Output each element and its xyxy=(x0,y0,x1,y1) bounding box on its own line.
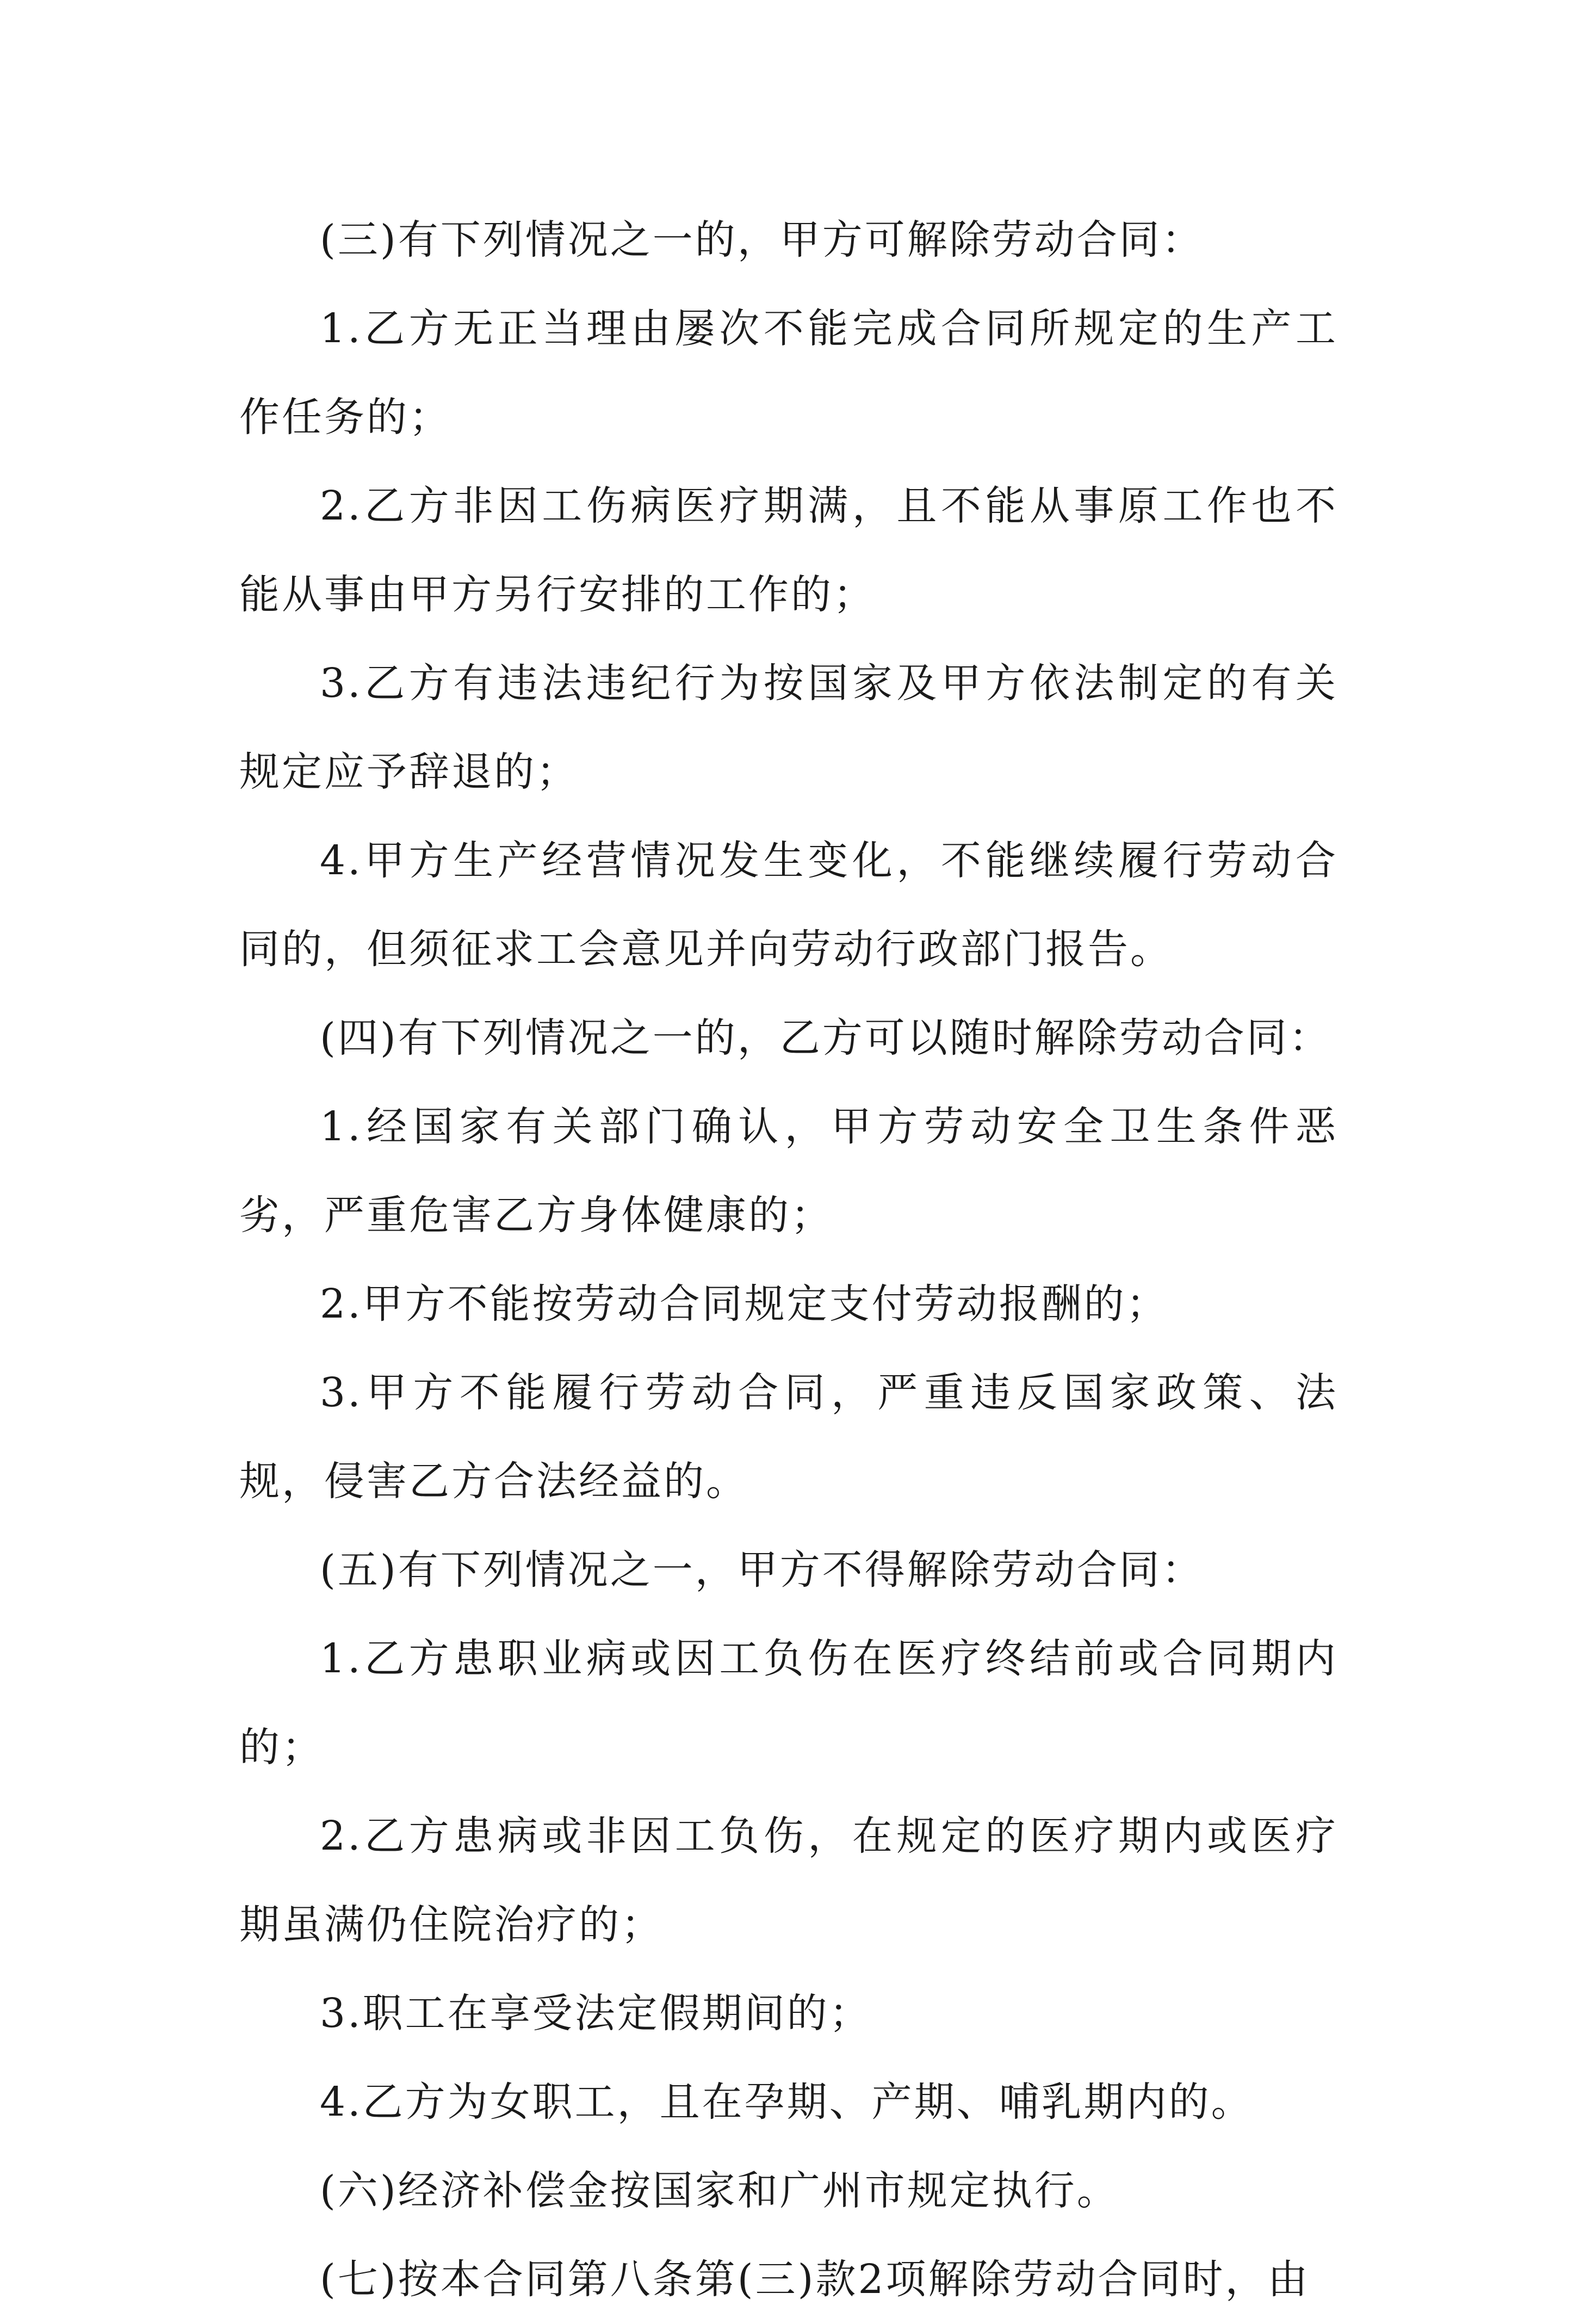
clause-5-item-2: 2.乙方患病或非因工负伤，在规定的医疗期内或医疗期虽满仍住院治疗的； xyxy=(239,1813,1338,1948)
clause-6-paragraph: (六)经济补偿金按国家和广州市规定执行。 xyxy=(320,2167,1119,2214)
clause-4-heading: (四)有下列情况之一的，乙方可以随时解除劳动合同： xyxy=(320,1015,1331,1061)
clause-4-item-1: 1.经国家有关部门确认，甲方劳动安全卫生条件恶劣，严重危害乙方身体健康的； xyxy=(239,1103,1338,1239)
clause-3-item-4: 4.甲方生产经营情况发生变化，不能继续履行劳动合同的，但须征求工会意见并向劳动行政部门报告。 xyxy=(239,837,1338,973)
clause-3-item-2: 2.乙方非因工伤病医疗期满，且不能从事原工作也不能从事由甲方另行安排的工作的； xyxy=(239,483,1338,618)
clause-3-item-1: 1.乙方无正当理由屡次不能完成合同所规定的生产工作任务的； xyxy=(239,305,1338,441)
clause-7-paragraph: (七)按本合同第八条第(三)款2项解除劳动合同时，由 xyxy=(320,2256,1310,2303)
document-body xyxy=(239,196,1338,2324)
clause-3-item-3: 3.乙方有违法违纪行为按国家及甲方依法制定的有关规定应予辞退的； xyxy=(239,660,1338,795)
clause-4-item-3: 3.甲方不能履行劳动合同，严重违反国家政策、法规，侵害乙方合法经益的。 xyxy=(239,1369,1338,1505)
clause-5-heading: (五)有下列情况之一，甲方不得解除劳动合同： xyxy=(320,1547,1204,1593)
clause-5-item-4: 4.乙方为女职工，且在孕期、产期、哺乳期内的。 xyxy=(320,2079,1254,2125)
clause-5-item-1: 1.乙方患职业病或因工负伤在医疗终结前或合同期内的； xyxy=(239,1635,1338,1771)
clause-5-item-3: 3.职工在享受法定假期间的； xyxy=(320,1990,872,2037)
clause-3-heading: (三)有下列情况之一的，甲方可解除劳动合同： xyxy=(320,217,1204,263)
clause-4-item-2: 2.甲方不能按劳动合同规定支付劳动报酬的； xyxy=(320,1281,1169,1327)
